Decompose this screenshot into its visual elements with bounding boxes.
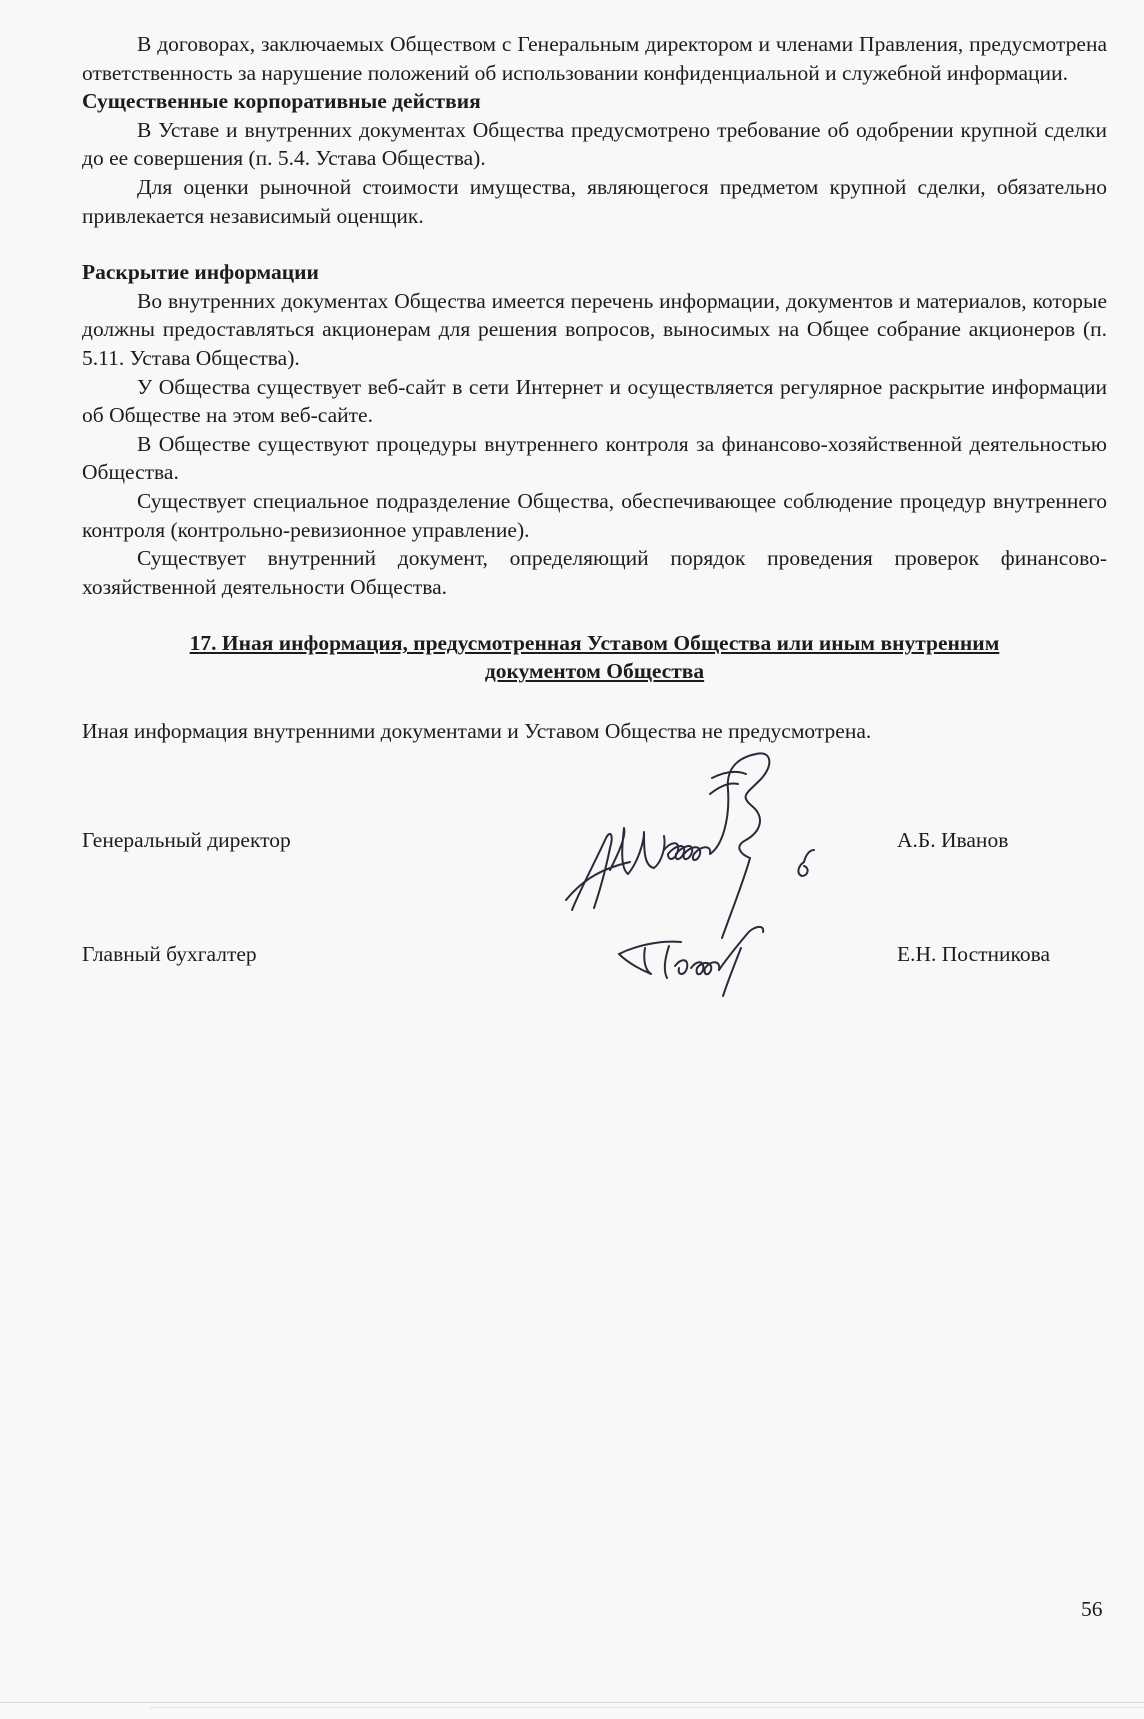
document-body	[82, 30, 1107, 746]
paragraph-audit-procedure-document: Существует внутренний документ, определяющий порядок проведения проверок финансово-хозяйственной деятельности Общества.	[82, 546, 1107, 599]
accountant-signature	[615, 918, 795, 998]
scan-edge-line-secondary	[150, 1707, 1144, 1708]
scan-edge-line	[0, 1702, 1144, 1703]
accountant-role-label: Главный бухгалтер	[82, 942, 257, 966]
paragraph-contracts-liability: В договорах, заключаемых Обществом с Генеральным директором и членами Правления, предусмотрена ответственность за нарушение положений об использовании конфиденциальной и служебной информации.	[82, 32, 1107, 85]
director-role-label: Генеральный директор	[82, 828, 291, 852]
paragraph-internal-control: В Обществе существуют процедуры внутреннего контроля за финансово-хозяйственной деятельностью Общества.	[82, 431, 1107, 485]
paragraph-charter-approval: В Уставе и внутренних документах Общества предусмотрено требование об одобрении крупной сделки до ее совершения (п. 5.4. Устава Общества).	[82, 117, 1107, 171]
heading-information-disclosure: Раскрытие информации	[82, 260, 319, 285]
section-17-title-line-2: документом Общества	[484, 659, 705, 684]
section-17-title	[112, 629, 1077, 685]
paragraph-website-disclosure: У Общества существует веб-сайт в сети Интернет и осуществляется регулярное раскрытие информации об Обществе на этом веб-сайте.	[82, 374, 1107, 428]
paragraph-audit-division: Существует специальное подразделение Общества, обеспечивающее соблюдение процедур внутреннего контроля (контрольно-ревизионное управление).	[82, 488, 1107, 542]
heading-corporate-actions: Существенные корпоративные действия	[82, 89, 481, 114]
section-17-title-line-1: 17. Иная информация, предусмотренная Уставом Общества или иным внутренним	[189, 631, 1000, 656]
paragraph-independent-appraiser: Для оценки рыночной стоимости имущества, являющегося предметом крупной сделки, обязательно привлекается независимый оценщик.	[82, 174, 1107, 228]
spacer	[82, 230, 1107, 258]
page-number: 56	[1081, 1597, 1103, 1621]
accountant-name: Е.Н. Постникова	[897, 942, 1051, 966]
paragraph-materials-list: Во внутренних документах Общества имеется перечень информации, документов и материалов, которые должны предоставляться акционерам для решения вопросов, выносимых на Общее собрание акционеров (п. 5.11. Устава Общества).	[82, 288, 1107, 370]
director-name: А.Б. Иванов	[897, 828, 1009, 852]
section-17-text: Иная информация внутренними документами и Уставом Общества не предусмотрена.	[82, 719, 872, 744]
